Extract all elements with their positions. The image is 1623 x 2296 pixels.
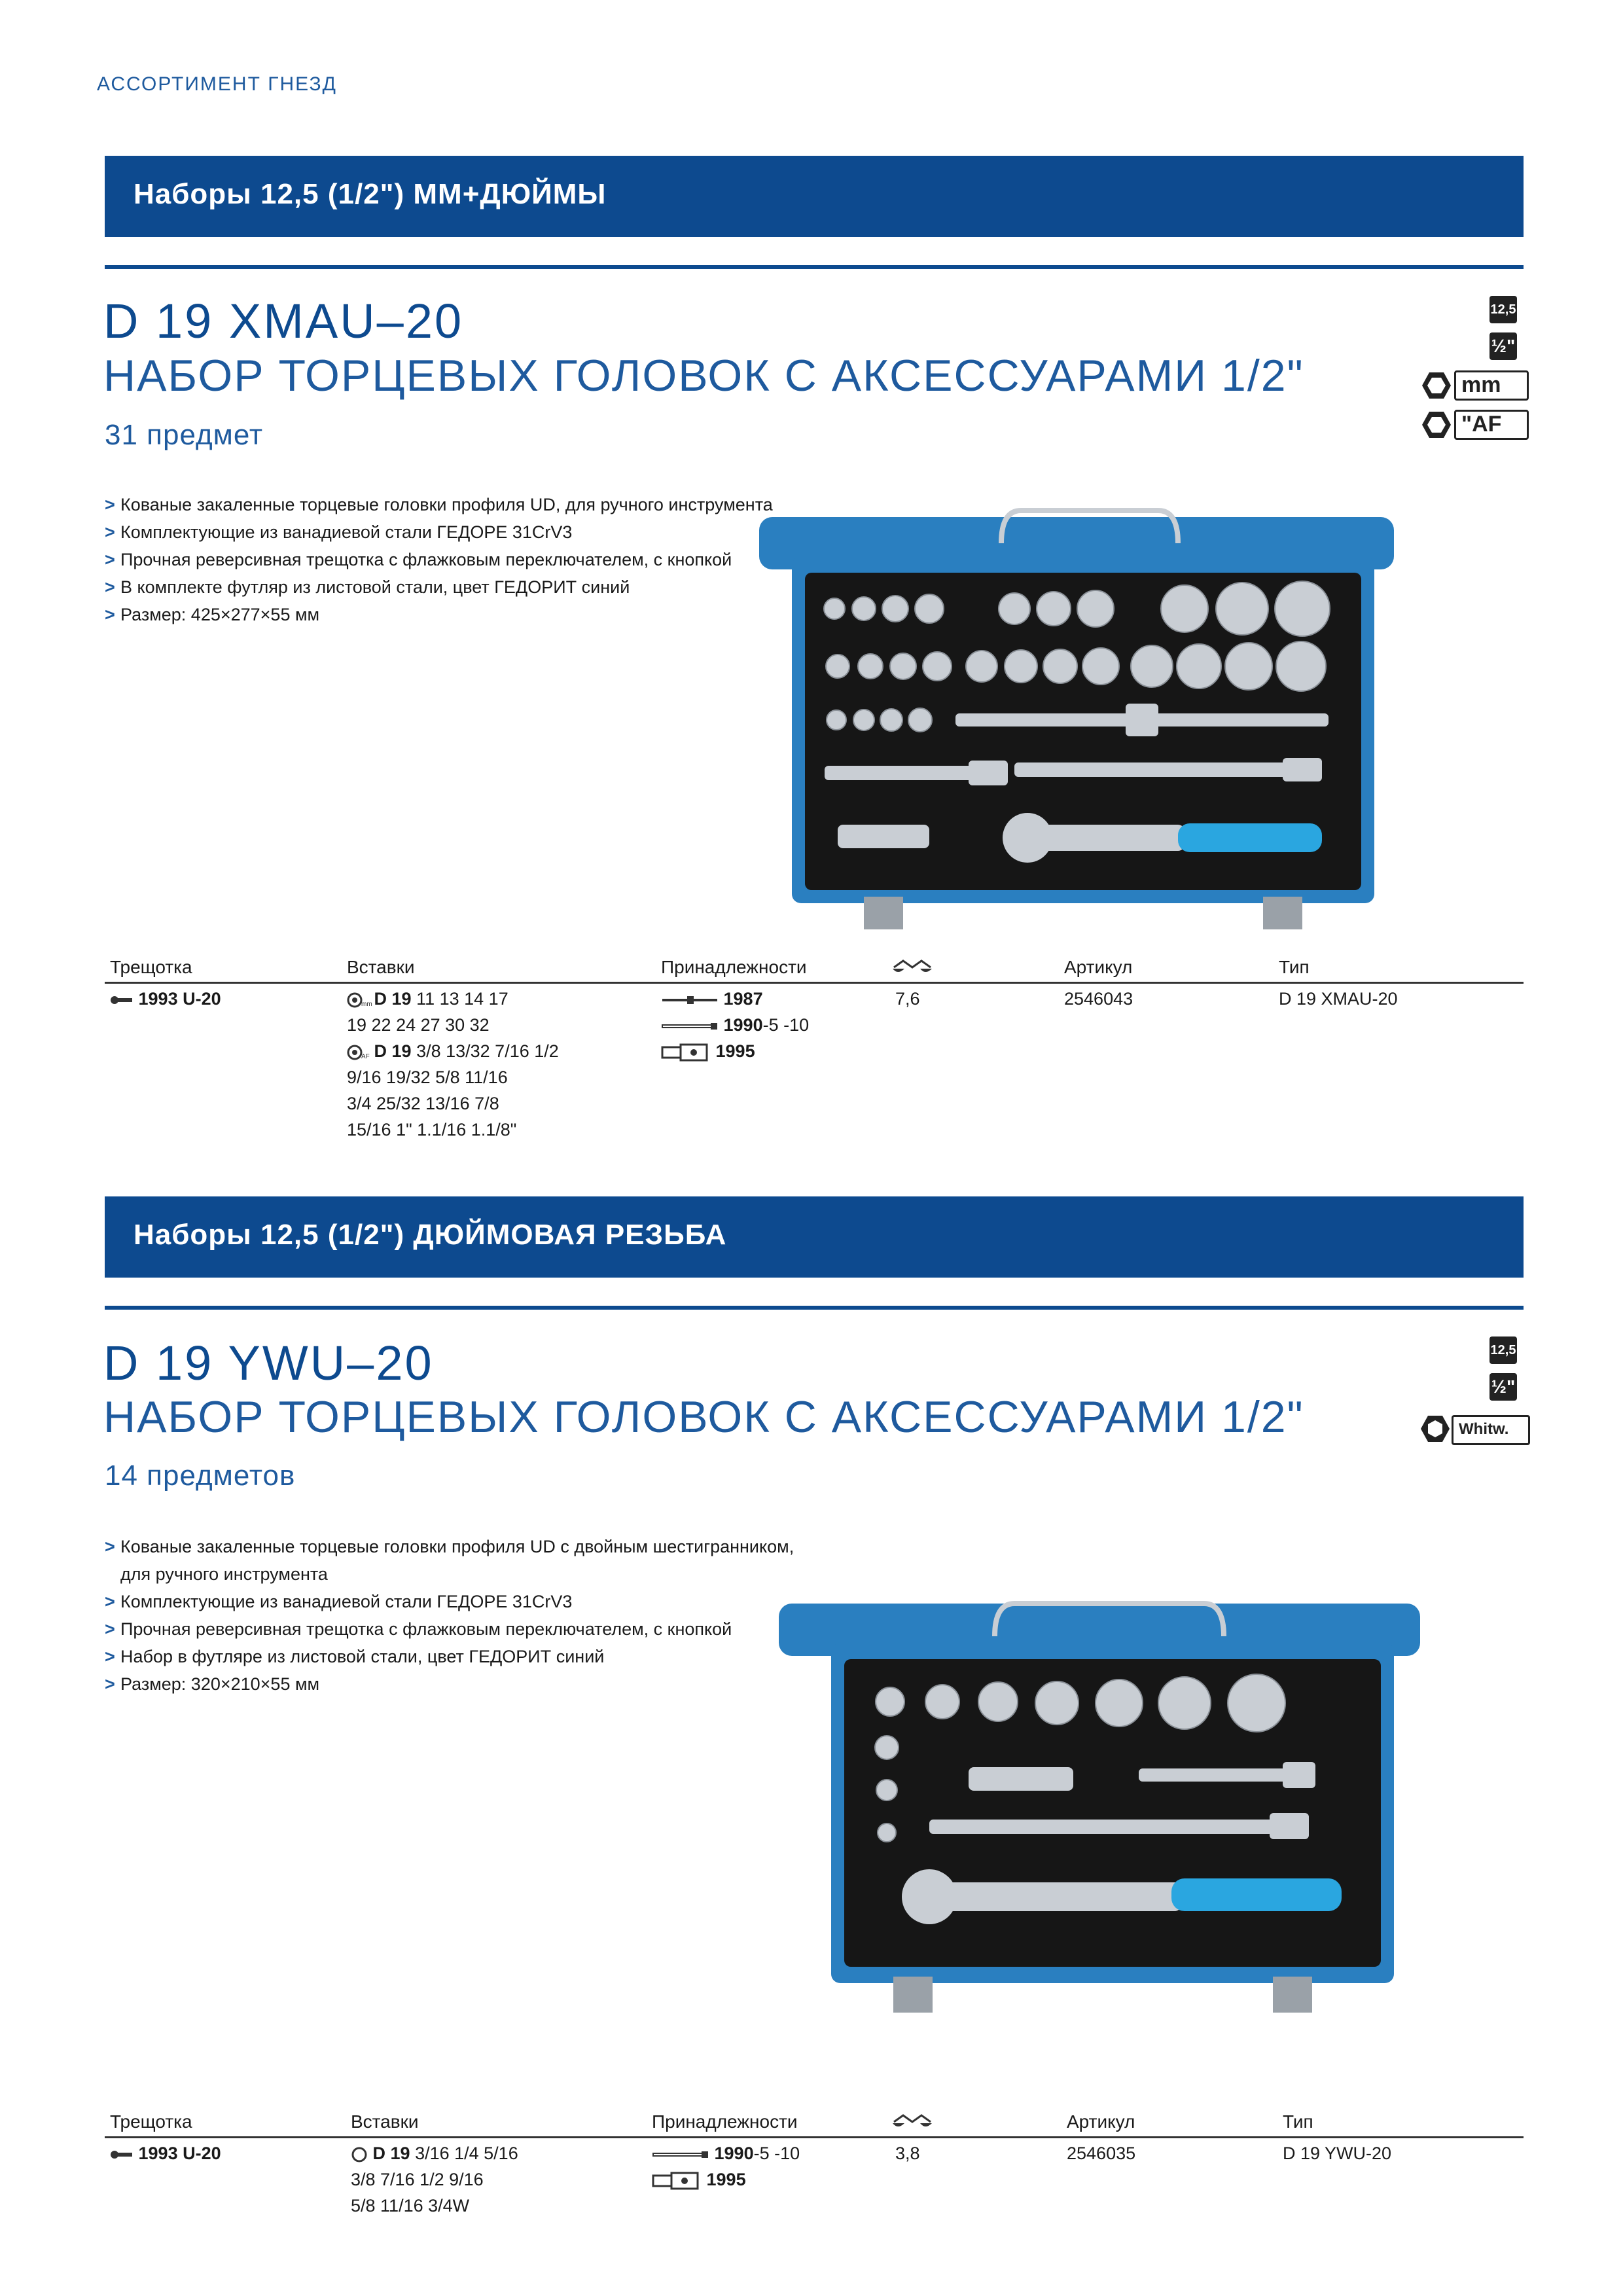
product-image-xmau — [753, 504, 1400, 936]
feature-item: > В комплекте футляр из листовой стали, цвет ГЕДОРИТ синий — [105, 577, 630, 597]
column-header: Трещотка — [110, 2111, 192, 2132]
ratchet-icon — [110, 996, 134, 1005]
divider — [105, 265, 1524, 269]
svg-text:AF: AF — [361, 1052, 370, 1060]
feature-item: для ручного инструмента — [120, 1564, 328, 1584]
hex-socket-icon — [1421, 370, 1452, 401]
insert-row: AF D 19 3/8 13/32 7/16 1/2 — [347, 1038, 559, 1064]
category-band — [105, 1196, 1524, 1278]
drive-size-badge: 12,5 — [1489, 1336, 1517, 1364]
type-code: D 19 XMAU-20 — [1279, 989, 1398, 1009]
feature-item: > Прочная реверсивная трещотка с флажковым переключателем, с кнопкой — [105, 1619, 732, 1639]
insert-row: 5/8 11/16 3/4W — [351, 2196, 470, 2215]
feature-list — [105, 491, 773, 628]
hex-socket-icon — [1421, 410, 1452, 440]
insert-row: 9/16 19/32 5/8 11/16 — [347, 1067, 508, 1087]
product-title: НАБОР ТОРЦЕВЫХ ГОЛОВОК С АКСЕССУАРАМИ 1/2" — [103, 1392, 1304, 1442]
accessory-row: 1990-5 -10 — [652, 2140, 800, 2166]
column-header: Тип — [1279, 957, 1310, 977]
weight-value: 3,8 — [895, 2144, 920, 2163]
column-header: Принадлежности — [661, 957, 807, 977]
drive-fraction-badge: ½" — [1489, 332, 1517, 360]
accessories-cell — [652, 2140, 800, 2193]
type-code: D 19 YWU-20 — [1283, 2144, 1392, 2163]
product-title: НАБОР ТОРЦЕВЫХ ГОЛОВОК С АКСЕССУАРАМИ 1/2" — [103, 351, 1304, 401]
feature-list — [105, 1533, 794, 1698]
socket-ud-icon — [347, 992, 372, 1009]
feature-item: > Кованые закаленные торцевые головки профиля UD, для ручного инструмента — [105, 495, 773, 514]
item-count: 31 предмет — [105, 419, 264, 451]
scale-icon — [891, 958, 933, 977]
accessory-row: 1987 — [661, 986, 809, 1012]
inserts-cell — [347, 986, 559, 1143]
metric-unit-badge: mm — [1454, 370, 1529, 401]
whitworth-unit-badge: Whitw. — [1452, 1415, 1530, 1445]
category-title: Наборы 12,5 (1/2") ММ+ДЮЙМЫ — [134, 178, 607, 210]
accessory-row: 1995 — [652, 2166, 800, 2193]
inserts-cell — [351, 2140, 518, 2219]
section-label: АССОРТИМЕНТ ГНЕЗД — [97, 73, 337, 95]
insert-row: 15/16 1" 1.1/16 1.1/8" — [347, 1120, 517, 1139]
accessory-row: 1990-5 -10 — [661, 1012, 809, 1038]
insert-row: 3/8 7/16 1/2 9/16 — [351, 2170, 484, 2189]
ratchet-icon — [110, 2150, 134, 2159]
category-title: Наборы 12,5 (1/2") ДЮЙМОВАЯ РЕЗЬБА — [134, 1219, 727, 1251]
item-count: 14 предметов — [105, 1460, 296, 1492]
table-rule — [105, 2136, 1524, 2138]
article-number: 2546043 — [1064, 989, 1133, 1009]
universal-joint-icon — [652, 2172, 702, 2190]
socket-ud-icon — [347, 1044, 369, 1061]
insert-row: D 19 3/16 1/4 5/16 — [351, 2140, 518, 2166]
feature-item: > Размер: 320×210×55 мм — [105, 1674, 320, 1694]
column-header: Тип — [1283, 2111, 1313, 2132]
accessories-cell — [661, 986, 809, 1064]
feature-item: > Комплектующие из ванадиевой стали ГЕДОРЕ 31CrV3 — [105, 1592, 573, 1611]
product-image-ywu — [772, 1590, 1427, 2022]
insert-row: 19 22 24 27 30 32 — [347, 1015, 490, 1035]
feature-item: > Комплектующие из ванадиевой стали ГЕДОРЕ 31CrV3 — [105, 522, 573, 542]
double-hex-socket-icon — [1420, 1414, 1450, 1444]
category-band — [105, 156, 1524, 237]
t-bar-icon — [661, 996, 719, 1005]
column-header: Принадлежности — [652, 2111, 798, 2132]
model-number: D 19 XMAU–20 — [103, 294, 464, 348]
insert-row: mm D 19 11 13 14 17 — [347, 986, 559, 1012]
ratchet-cell: 1993 U-20 — [110, 2140, 221, 2166]
universal-joint-icon — [661, 1043, 711, 1062]
column-header: Вставки — [347, 957, 415, 977]
svg-text:mm: mm — [361, 1000, 372, 1008]
inch-unit-badge: "AF — [1454, 410, 1529, 440]
socket-icon — [351, 2146, 368, 2163]
feature-item: > Прочная реверсивная трещотка с флажковым переключателем, с кнопкой — [105, 550, 732, 569]
column-header: Артикул — [1067, 2111, 1135, 2132]
column-header: Трещотка — [110, 957, 192, 977]
accessory-row: 1995 — [661, 1038, 809, 1064]
feature-item: > Кованые закаленные торцевые головки профиля UD с двойным шестигранником, — [105, 1537, 794, 1556]
feature-item: > Размер: 425×277×55 мм — [105, 605, 320, 624]
feature-item: > Набор в футляре из листовой стали, цвет ГЕДОРИТ синий — [105, 1647, 605, 1666]
insert-row: 3/4 25/32 13/16 7/8 — [347, 1094, 499, 1113]
weight-value: 7,6 — [895, 989, 920, 1009]
table-rule — [105, 982, 1524, 984]
extension-bar-icon — [661, 1022, 719, 1031]
drive-fraction-badge: ½" — [1489, 1373, 1517, 1401]
model-number: D 19 YWU–20 — [103, 1336, 434, 1390]
column-header: Вставки — [351, 2111, 419, 2132]
article-number: 2546035 — [1067, 2144, 1136, 2163]
scale-icon — [891, 2113, 933, 2131]
divider — [105, 1306, 1524, 1310]
extension-bar-icon — [652, 2150, 709, 2159]
ratchet-cell: 1993 U-20 — [110, 986, 221, 1012]
column-header: Артикул — [1064, 957, 1133, 977]
drive-size-badge: 12,5 — [1489, 296, 1517, 323]
